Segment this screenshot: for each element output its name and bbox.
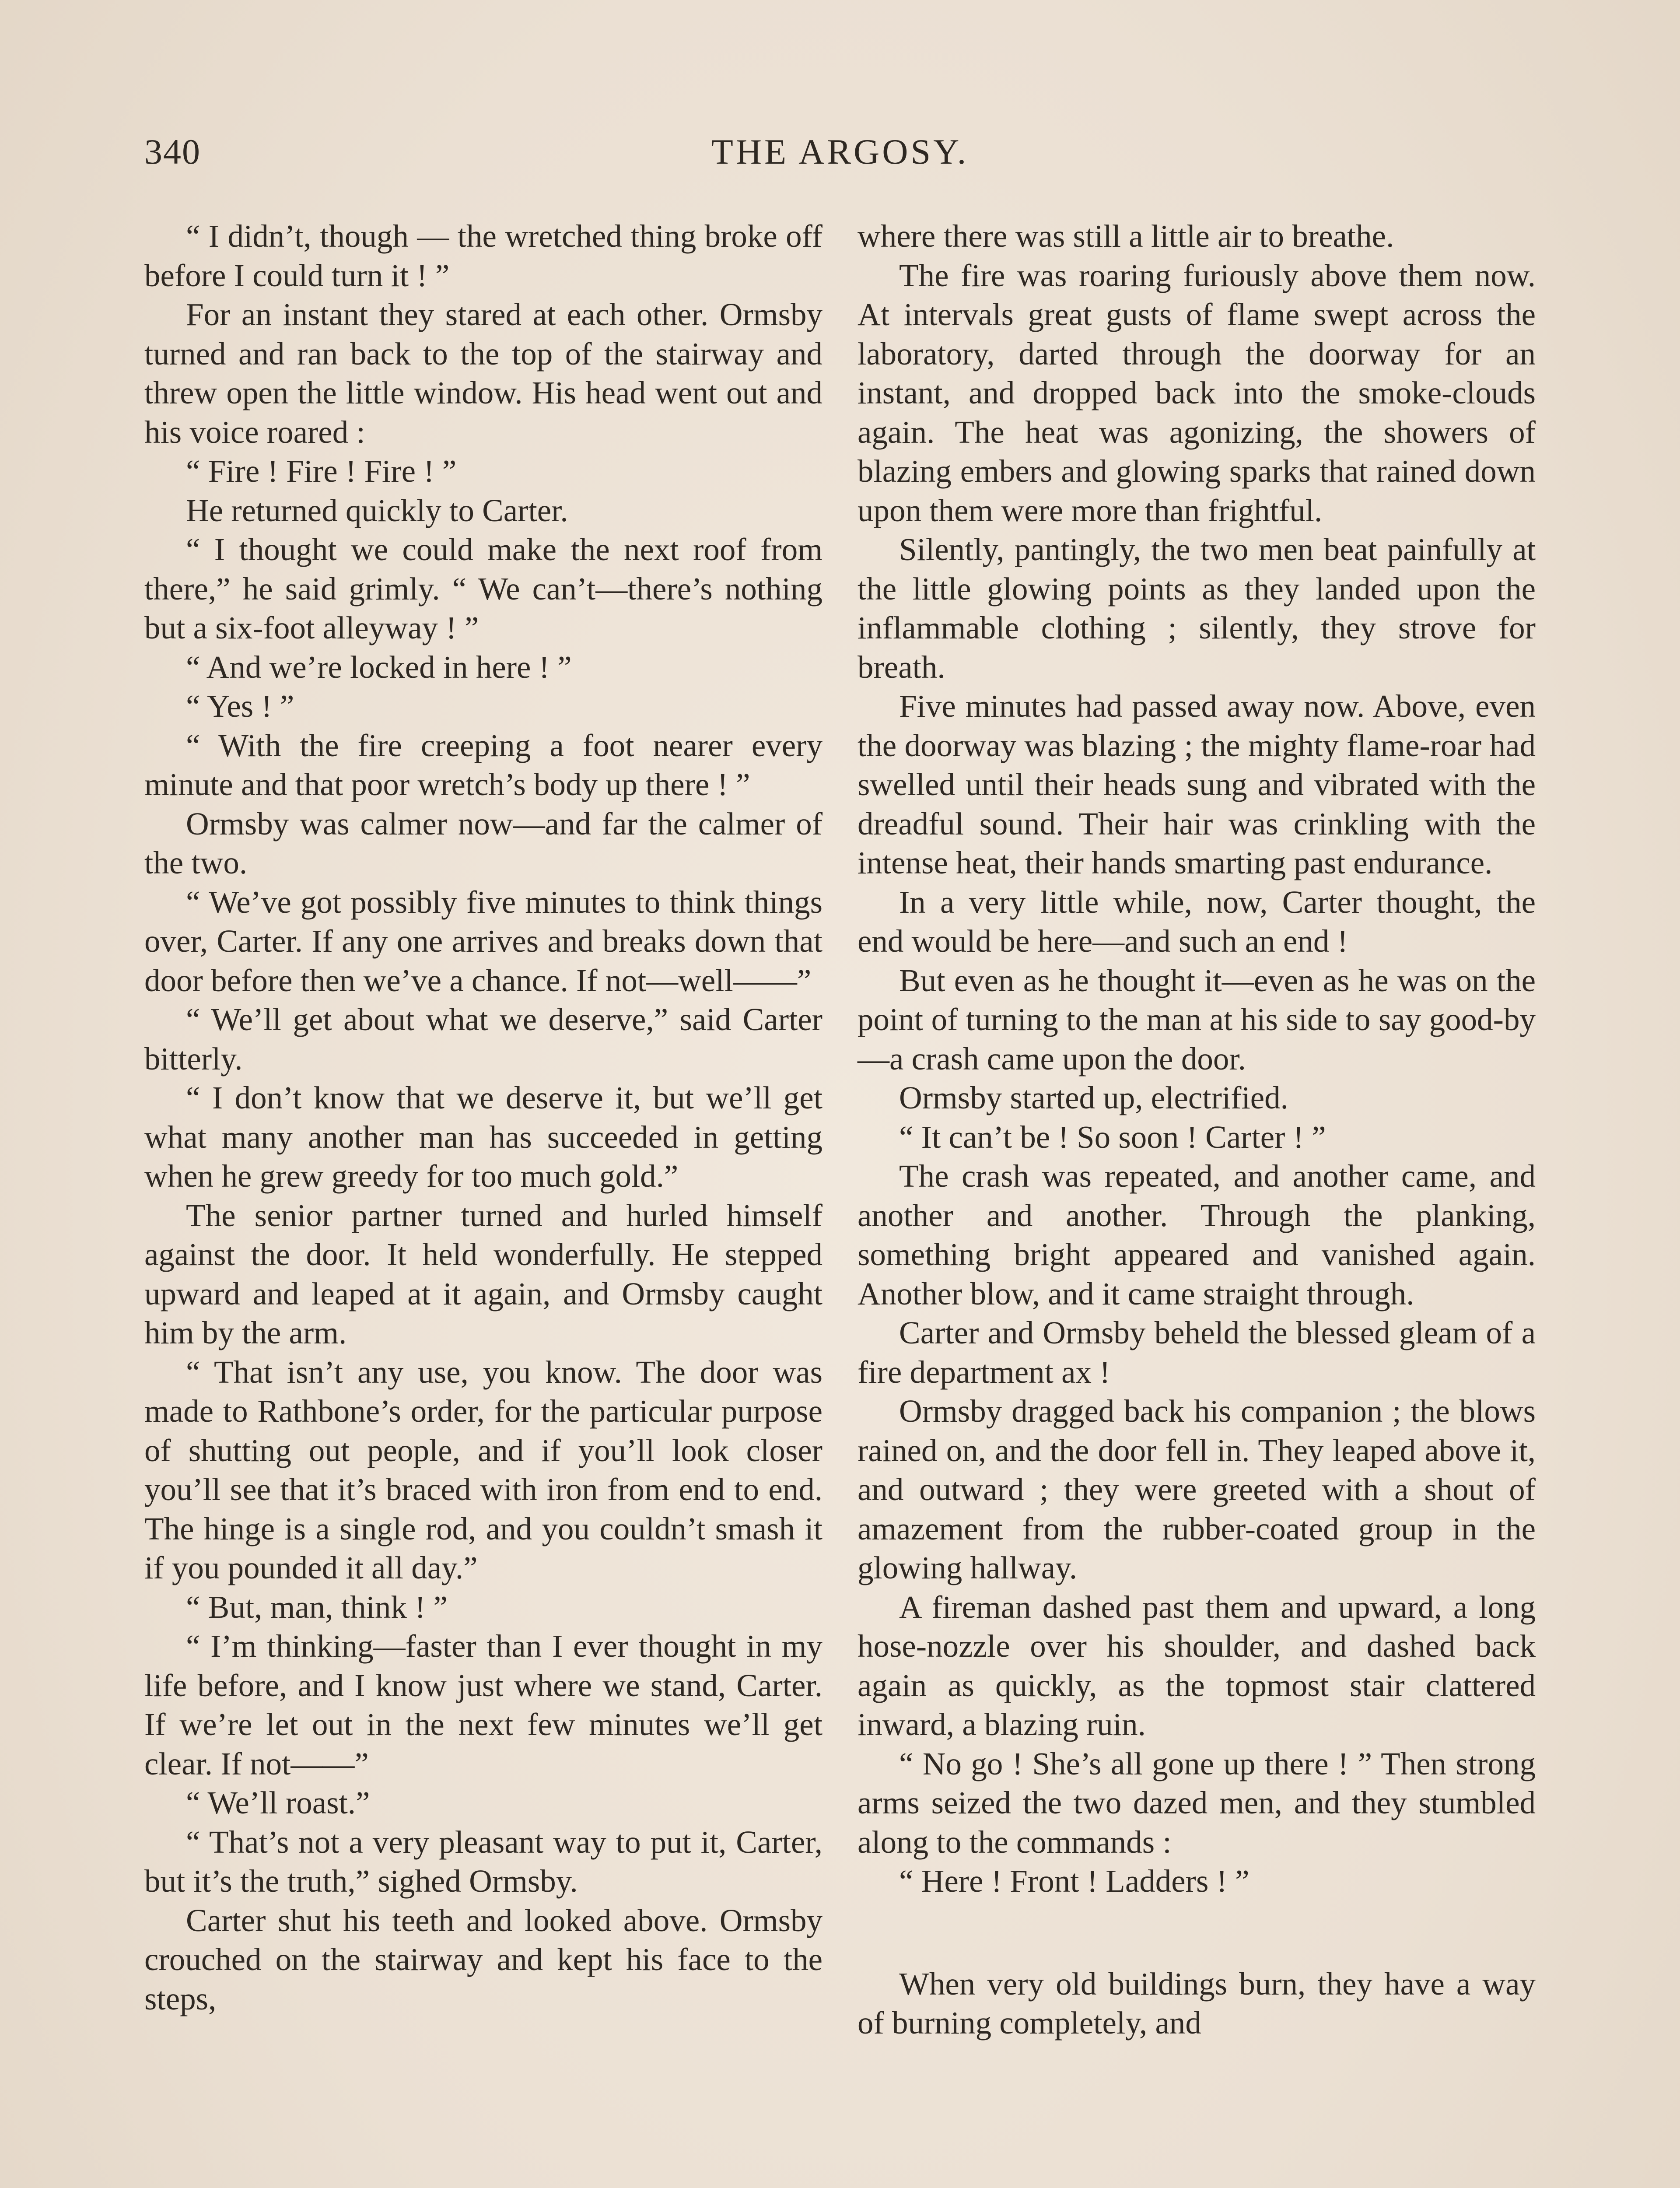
paragraph: “ I don’t know that we deserve it, but we’ll get what many another man has succeeded in getting when he grew greedy for too much gold.”: [144, 1080, 822, 1194]
paragraph: A fireman dashed past them and upward, a long hose-nozzle over his shoulder, and dashed back again as quickly, as the topmost stair clattered inward, a blazing ruin.: [858, 1589, 1536, 1742]
paragraph: The senior partner turned and hurled himself against the door. It held wonderfully. He stepped upward and leaped at it again, and Ormsby caught him by the arm.: [144, 1197, 822, 1350]
paragraph: “ Yes ! ”: [186, 688, 294, 724]
page-header: [144, 131, 1536, 184]
paragraph: The crash was repeated, and another came, and another and another. Through the planking, something bright appeared and vanished again. Another blow, and it came straight through.: [858, 1158, 1536, 1311]
paragraph: “ Fire ! Fire ! Fire ! ”: [186, 453, 457, 489]
paragraph: He returned quickly to Carter.: [186, 492, 568, 528]
paragraph: “ With the fire creeping a foot nearer every minute and that poor wretch’s body up there ! ”: [144, 727, 822, 802]
paragraph: Five minutes had passed away now. Above, even the doorway was blazing ; the mighty flame-roar had swelled until their heads sung and vibrated with the dreadful sound. Their hair was crinkling with the intense heat, their hands smarting past endurance.: [858, 688, 1536, 880]
paragraph: But even as he thought it—even as he was on the point of turning to the man at his side to say good-by—a crash came upon the door.: [858, 962, 1536, 1076]
paragraph: Carter shut his teeth and looked above. Ormsby crouched on the stairway and kept his face to the steps,: [144, 1902, 822, 2016]
paragraph: “ I didn’t, though — the wretched thing broke off before I could turn it ! ”: [144, 218, 822, 293]
paragraph: “ But, man, think ! ”: [186, 1589, 448, 1625]
paragraph: “ That isn’t any use, you know. The door was made to Rathbone’s order, for the particular purpose of shutting out people, and if you’ll look closer you’ll see that it’s braced with iron from end to end. The hinge is a single rod, and you couldn’t smash it if you pounded it all day.”: [144, 1354, 822, 1585]
paragraph: “ No go ! She’s all gone up there ! ” Then strong arms seized the two dazed men, and they stumbled along to the commands :: [858, 1746, 1536, 1860]
left-text-column: [144, 217, 822, 2018]
paragraph: Ormsby was calmer now—and far the calmer of the two.: [144, 806, 822, 880]
section-break: [858, 1901, 1536, 1964]
paragraph: Silently, pantingly, the two men beat painfully at the little glowing points as they landed upon the inflammable clothing ; silently, they strove for breath.: [858, 532, 1536, 685]
paragraph: “ We’ll get about what we deserve,” said Carter bitterly.: [144, 1002, 822, 1076]
paragraph: “ Here ! Front ! Ladders ! ”: [899, 1863, 1250, 1899]
paragraph: “ And we’re locked in here ! ”: [186, 649, 572, 685]
paragraph: where there was still a little air to breathe.: [858, 218, 1394, 254]
paragraph: Ormsby dragged back his companion ; the blows rained on, and the door fell in. They leaped above it, and outward ; they were greeted with a shout of amazement from the rubber-coated group in the glowing hallway.: [858, 1393, 1536, 1585]
paragraph: “ I thought we could make the next roof from there,” he said grimly. “ We can’t—there’s nothing but a six-foot alleyway ! ”: [144, 532, 822, 645]
paragraph: “ We’ve got possibly five minutes to think things over, Carter. If any one arrives and breaks down that door before then we’ve a chance. If not—well——”: [144, 884, 822, 998]
right-text-column: [858, 217, 1536, 2043]
paragraph: Carter and Ormsby beheld the blessed gleam of a fire department ax !: [858, 1315, 1536, 1390]
paragraph: Ormsby started up, electrified.: [899, 1080, 1288, 1115]
running-title: THE ARGOSY.: [711, 132, 969, 172]
paragraph: “ We’ll roast.”: [186, 1785, 370, 1820]
paragraph: When very old buildings burn, they have a way of burning completely, and: [858, 1966, 1536, 2041]
paragraph: In a very little while, now, Carter thought, the end would be here—and such an end !: [858, 884, 1536, 959]
paragraph: “ It can’t be ! So soon ! Carter ! ”: [899, 1119, 1326, 1155]
paragraph: “ That’s not a very pleasant way to put it, Carter, but it’s the truth,” sighed Ormsby.: [144, 1824, 822, 1899]
page-number: 340: [144, 132, 201, 172]
paragraph: “ I’m thinking—faster than I ever thought in my life before, and I know just where we stand, Carter. If we’re let out in the next few minutes we’ll get clear. If not——”: [144, 1628, 822, 1781]
paragraph: For an instant they stared at each other. Ormsby turned and ran back to the top of the stairway and threw open the little window. His head went out and his voice roared :: [144, 297, 822, 450]
paragraph: The fire was roaring furiously above them now. At intervals great gusts of flame swept across the laboratory, darted through the doorway for an instant, and dropped back into the smoke-clouds again. The heat was agonizing, the showers of blazing embers and glowing sparks that rained down upon them were more than frightful.: [858, 257, 1536, 528]
